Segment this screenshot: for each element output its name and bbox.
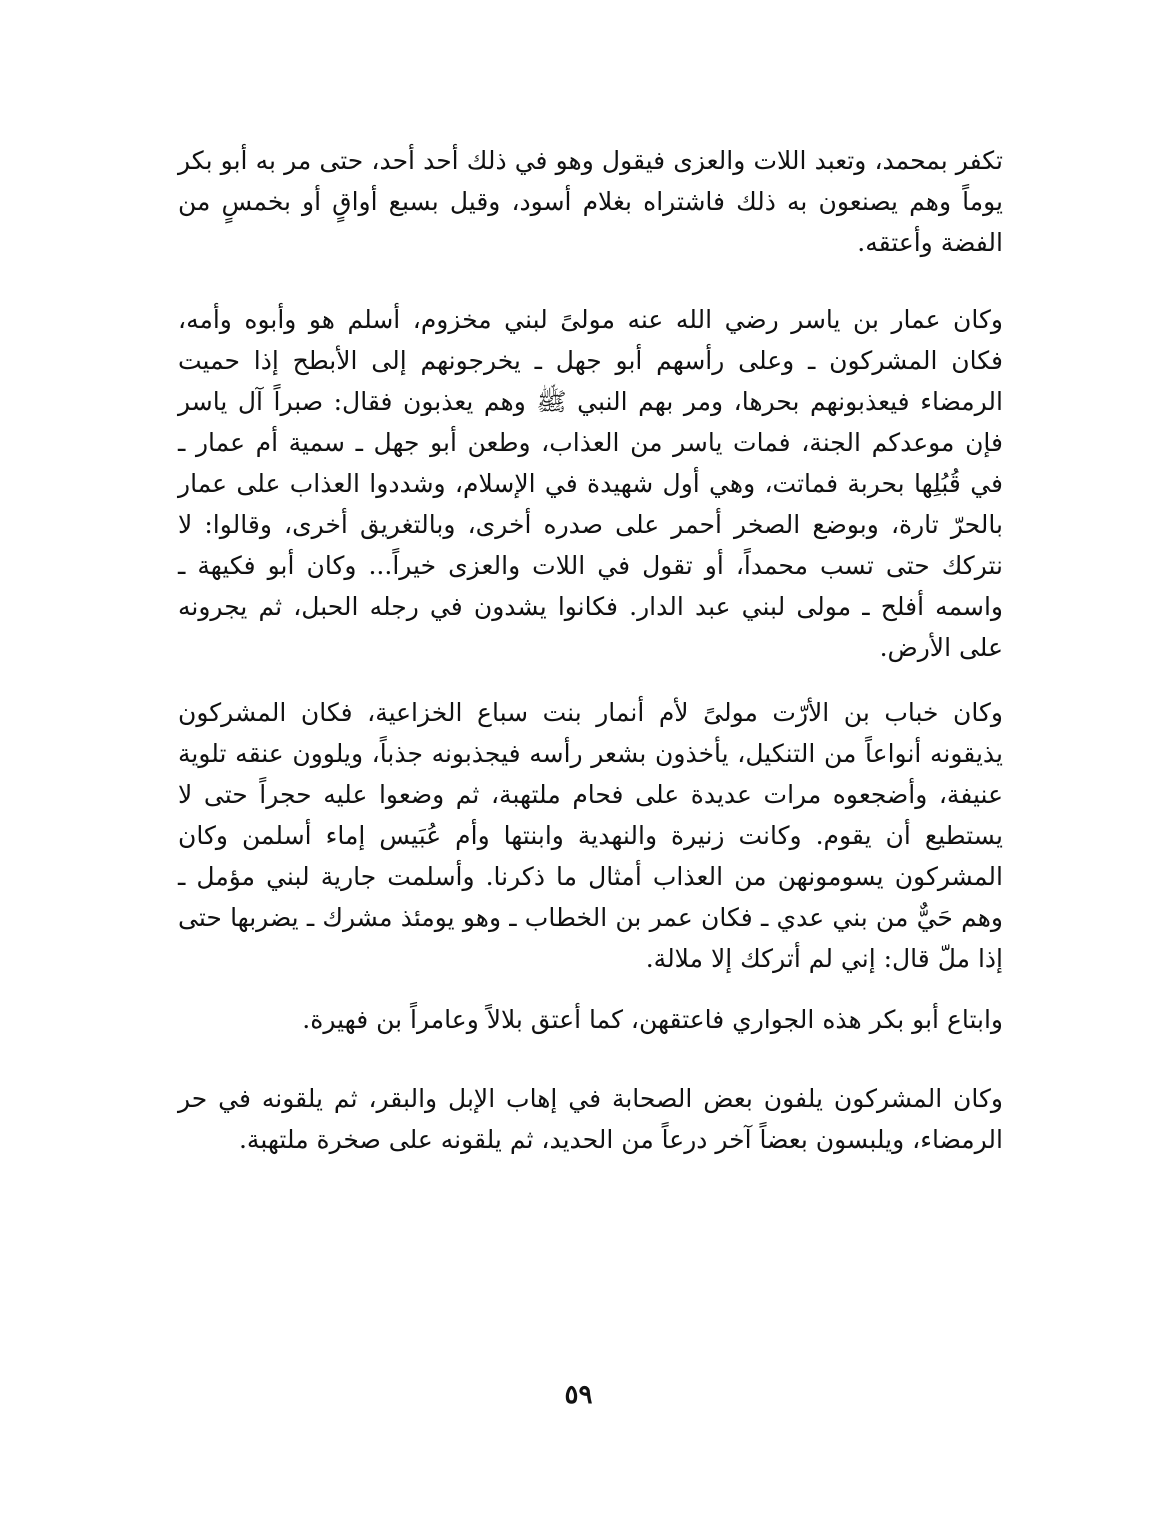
page-number: ٥٩ — [564, 1380, 593, 1410]
paragraph-2: وكان عمار بن ياسر رضي الله عنه مولىً لبني مخزوم، أسلم هو وأبوه وأمه، فكان المشركون ـ وعلى رأسهم أبو جهل ـ يخرجونهم إلى الأبطح إذا حميت الرمضاء فيعذبونهم بحرها، ومر بهم النبي ﷺ وهم يعذبون فقال: صبراً آل ياسر فإن موعدكم الجنة، فمات ياسر من العذاب، وطعن أبو جهل ـ سمية أم عمار ـ في قُبُلِها بحربة فماتت، وهي أول شهيدة في الإسلام، وشددوا العذاب على عمار بالحرّ تارة، وبوضع الصخر أحمر على صدره أخرى، وبالتغريق أخرى، وقالوا: لا نتركك حتى تسب محمداً، أو تقول في اللات والعزى خيراً... وكان أبو فكيهة ـ واسمه أفلح ـ مولى لبني عبد الدار. فكانوا يشدون في رجله الحبل، ثم يجرونه على الأرض. — [178, 305, 1003, 662]
paragraph-5: وكان المشركون يلفون بعض الصحابة في إهاب الإبل والبقر، ثم يلقونه في حر الرمضاء، ويلبسون بعضاً آخر درعاً من الحديد، ثم يلقونه على صخرة ملتهبة. — [178, 1084, 1003, 1154]
paragraph-3: وكان خباب بن الأرّت مولىً لأم أنمار بنت سباع الخزاعية، فكان المشركون يذيقونه أنواعاً من التنكيل، يأخذون بشعر رأسه فيجذبونه جذباً، ويلوون عنقه تلوية عنيفة، وأضجعوه مرات عديدة على فحام ملتهبة، ثم وضعوا عليه حجراً حتى لا يستطيع أن يقوم. وكانت زنيرة والنهدية وابنتها وأم عُبَيس إماء أسلمن وكان المشركون يسومونهن من العذاب أمثال ما ذكرنا. وأسلمت جارية لبني مؤمل ـ وهم حَيٌّ من بني عدي ـ فكان عمر بن الخطاب ـ وهو يومئذ مشرك ـ يضربها حتى إذا ملّ قال: إني لم أتركك إلا ملالة. — [178, 698, 1003, 973]
paragraph-4: وابتاع أبو بكر هذه الجواري فاعتقهن، كما أعتق بلالاً وعامراً بن فهيرة. — [302, 1005, 1003, 1034]
page-body — [178, 140, 1003, 1160]
paragraph-1: تكفر بمحمد، وتعبد اللات والعزى فيقول وهو في ذلك أحد أحد، حتى مر به أبو بكر يوماً وهم يصنعون به ذلك فاشتراه بغلام أسود، وقيل بسبع أواقٍ أو بخمسٍ من الفضة وأعتقه. — [178, 146, 1003, 257]
